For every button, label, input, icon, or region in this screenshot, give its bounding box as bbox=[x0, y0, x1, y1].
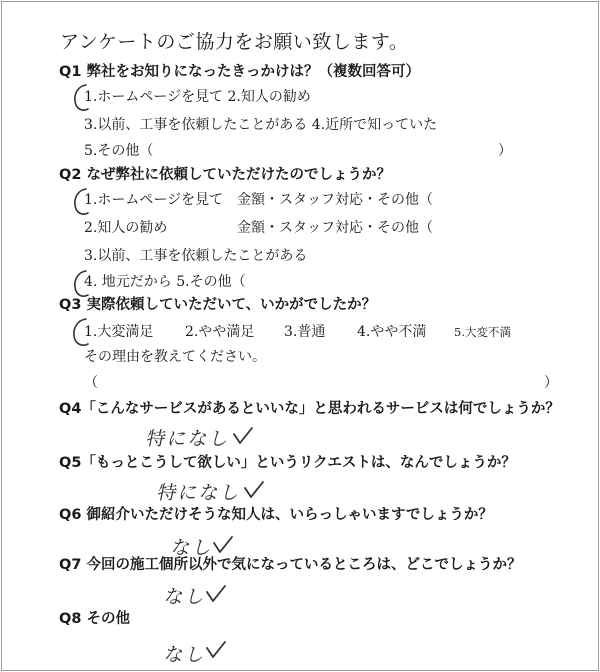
q8-handwritten-answer: なし bbox=[162, 644, 210, 666]
q7-check-mark bbox=[205, 584, 227, 604]
q1-paren-close: ） bbox=[498, 143, 512, 159]
q6-check-mark bbox=[212, 535, 234, 555]
q3-selection-circle bbox=[71, 316, 97, 350]
q5-handwritten-answer: 特になし bbox=[155, 482, 245, 504]
q2-option-2: 2.知人の勧め bbox=[84, 220, 168, 236]
q2-option-1: 1.ホームページを見て bbox=[84, 192, 224, 208]
q3-reason-label: その理由を教えてください。 bbox=[84, 349, 266, 365]
q3-reason-paren-open: （ bbox=[84, 375, 98, 391]
q8-check-mark bbox=[205, 640, 227, 660]
q3-label: Q3 実際依頼していただいて、いかがでしたか？ bbox=[59, 297, 377, 313]
q4-check-mark bbox=[232, 426, 254, 446]
q3-option-5: 5.大変不満 bbox=[454, 325, 511, 339]
q3-option-2: 2.やや満足 bbox=[185, 324, 255, 340]
q6-label: Q6 御紹介いただけそうな知人は、いらっしゃいますでしょうか？ bbox=[59, 507, 493, 523]
q1-label: Q1 弊社をお知りになったきっかけは？（複数回答可） bbox=[59, 64, 420, 80]
q5-label: Q5「もっとこうして欲しい」というリクエストは、なんでしょうか？ bbox=[59, 455, 516, 471]
q5-check-mark bbox=[243, 480, 265, 500]
q8-label: Q8 その他 bbox=[59, 611, 130, 627]
q4-handwritten-answer: 特になし bbox=[144, 428, 234, 450]
q2-selection-circle-4 bbox=[72, 268, 96, 300]
q1-selection-circle bbox=[72, 82, 96, 114]
survey-title: アンケートのご協力をお願い致します。 bbox=[60, 31, 409, 53]
q3-option-3: 3.普通 bbox=[284, 324, 326, 340]
q2-label: Q2 なぜ弊社に依頼していただけたのでしょうか？ bbox=[59, 167, 391, 183]
q2-selection-circle-1 bbox=[72, 186, 96, 218]
q2-option-1-detail: 金額・スタッフ対応・その他（ bbox=[237, 192, 433, 208]
q1-options-line1: 1.ホームページを見て 2.知人の勧め bbox=[84, 89, 311, 105]
q6-handwritten-answer: なし bbox=[169, 537, 217, 559]
q7-label: Q7 今回の施工個所以外で気になっているところは、どこでしょうか？ bbox=[59, 557, 522, 573]
q3-option-4: 4.やや不満 bbox=[357, 324, 427, 340]
q2-option-3: 3.以前、工事を依頼したことがある bbox=[84, 248, 308, 264]
q3-reason-paren-close: ） bbox=[544, 375, 558, 391]
q7-handwritten-answer: なし bbox=[162, 586, 210, 608]
q1-options-line3: 5.その他（ bbox=[84, 143, 154, 159]
q2-option-4-5: 4. 地元だから 5.その他（ bbox=[84, 274, 246, 290]
q2-option-2-detail: 金額・スタッフ対応・その他（ bbox=[237, 220, 433, 236]
q3-option-1: 1.大変満足 bbox=[84, 324, 154, 340]
q1-options-line2: 3.以前、工事を依頼したことがある 4.近所で知っていた bbox=[84, 117, 438, 133]
q4-label: Q4「こんなサービスがあるといいな」と思われるサービスは何でしょうか？ bbox=[59, 401, 560, 417]
